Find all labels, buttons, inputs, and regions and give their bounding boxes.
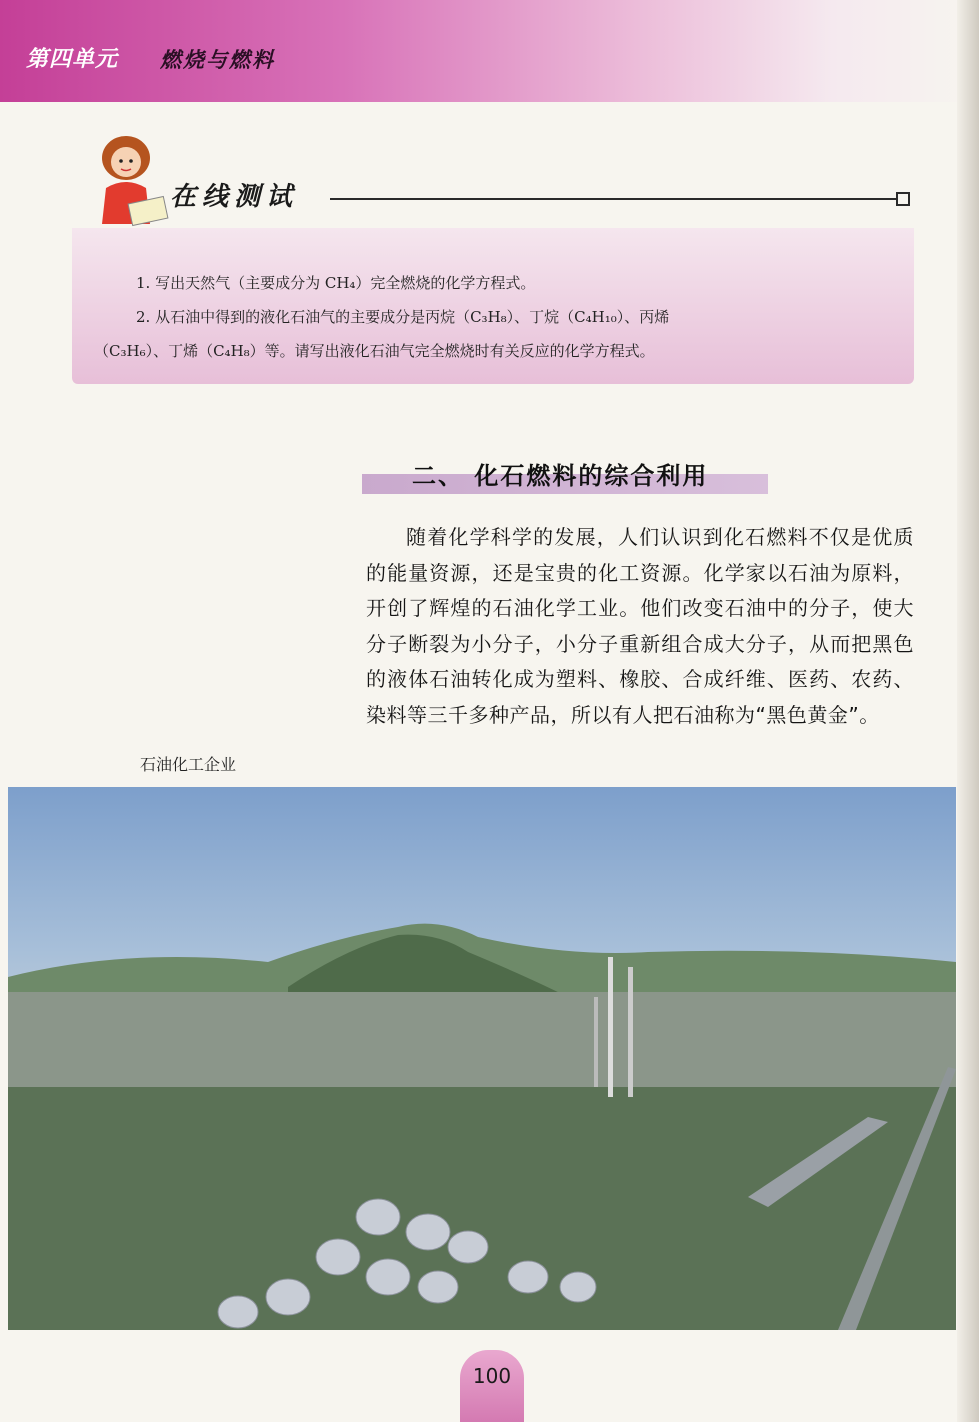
test-title-rule xyxy=(330,198,896,200)
question-2-line-1: 2. 从石油中得到的液化石油气的主要成分是丙烷（C₃H₈）、丁烷（C₄H₁₀）、丙烯 xyxy=(136,308,670,326)
question-2-line-2: （C₃H₆）、丁烯（C₄H₈）等。请写出液化石油气完全燃烧时有关反应的化学方程式。 xyxy=(94,342,655,360)
girl-illustration-icon xyxy=(86,128,172,228)
section-title: 二、 化石燃料的综合利用 xyxy=(412,462,709,490)
page-number: 100 xyxy=(472,1364,512,1388)
photo-scene xyxy=(8,787,956,1330)
unit-label: 第四单元 xyxy=(26,47,119,72)
test-title: 在线测试 xyxy=(170,182,299,212)
photo-caption: 石油化工企业 xyxy=(140,755,237,774)
unit-title: 燃烧与燃料 xyxy=(160,48,275,72)
page-edge xyxy=(957,0,979,1422)
body-paragraph: 随着化学科学的发展，人们认识到化石燃料不仅是优质的能量资源，还是宝贵的化工资源。化学家以石油为原料，开创了辉煌的石油化学工业。他们改变石油中的分子，使大分子断裂为小分子，小分子重新组合成大分子，从而把黑色的液体石油转化成为塑料、橡胶、合成纤维、医药、农药、染料等三千多种产品，所以有人把石油称为“黑色黄金”。 xyxy=(366,525,914,727)
question-1: 1. 写出天然气（主要成分为 CH₄）完全燃烧的化学方程式。 xyxy=(136,274,536,292)
petrochemical-plant-photo xyxy=(8,787,956,1330)
test-title-rule-end xyxy=(896,192,910,206)
test-box xyxy=(72,228,914,384)
unit-header xyxy=(0,0,979,102)
